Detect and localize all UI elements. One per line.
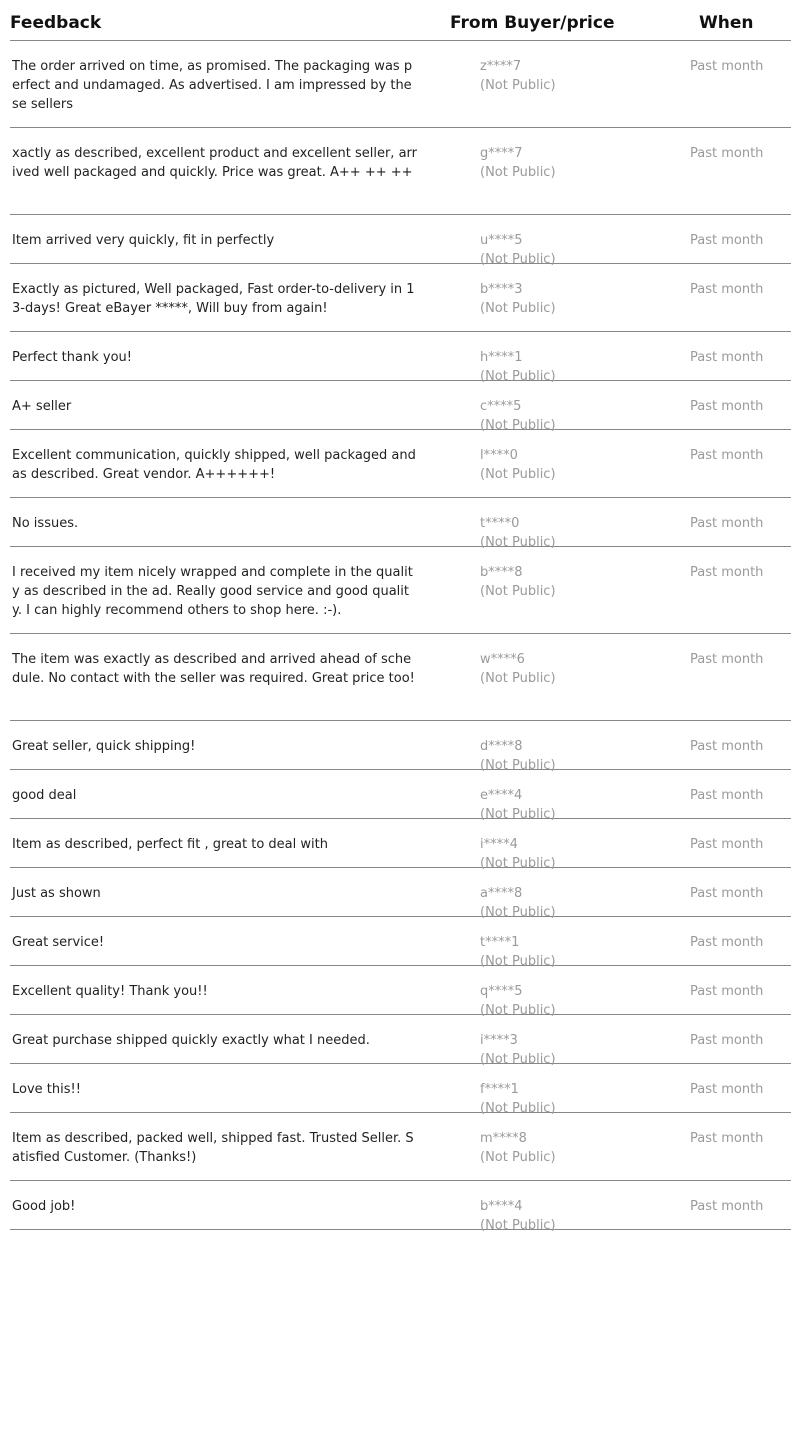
table-row bbox=[10, 498, 791, 550]
price-not-public: (Not Public) bbox=[480, 671, 556, 686]
price-not-public: (Not Public) bbox=[480, 1218, 556, 1233]
when-text: Past month bbox=[690, 739, 764, 754]
when-text: Past month bbox=[690, 935, 764, 950]
price-not-public: (Not Public) bbox=[480, 856, 556, 871]
when-text: Past month bbox=[690, 350, 764, 365]
feedback-text: Good job! bbox=[12, 1199, 76, 1214]
buyer-id: h****1 bbox=[480, 350, 523, 365]
when-text: Past month bbox=[690, 282, 764, 297]
when-text: Past month bbox=[690, 399, 764, 414]
table-row bbox=[10, 1113, 791, 1181]
when-text: Past month bbox=[690, 565, 764, 580]
buyer-id: z****7 bbox=[480, 59, 522, 74]
price-not-public: (Not Public) bbox=[480, 535, 556, 550]
price-not-public: (Not Public) bbox=[480, 954, 556, 969]
buyer-cell bbox=[480, 1197, 556, 1235]
table-row bbox=[10, 721, 791, 773]
feedback-text: Perfect thank you! bbox=[12, 350, 132, 365]
buyer-id: b****4 bbox=[480, 1199, 523, 1214]
buyer-cell bbox=[480, 650, 556, 688]
feedback-text: Excellent quality! Thank you!! bbox=[12, 984, 208, 999]
feedback-text: Excellent communication, quickly shipped, well packaged and as described. Great vendor. A++++++! bbox=[12, 448, 416, 482]
when-text: Past month bbox=[690, 1131, 764, 1146]
buyer-id: i****4 bbox=[480, 837, 518, 852]
price-not-public: (Not Public) bbox=[480, 1003, 556, 1018]
buyer-id: t****1 bbox=[480, 935, 520, 950]
table-row bbox=[10, 770, 791, 822]
price-not-public: (Not Public) bbox=[480, 467, 556, 482]
price-not-public: (Not Public) bbox=[480, 418, 556, 433]
table-row bbox=[10, 966, 791, 1018]
feedback-text: Just as shown bbox=[12, 886, 101, 901]
table-row bbox=[10, 430, 791, 498]
table-row bbox=[10, 332, 791, 384]
feedback-text: Great purchase shipped quickly exactly what I needed. bbox=[12, 1033, 370, 1048]
buyer-cell bbox=[480, 280, 556, 318]
buyer-id: b****3 bbox=[480, 282, 523, 297]
when-text: Past month bbox=[690, 1199, 764, 1214]
feedback-text: The order arrived on time, as promised. The packaging was perfect and undamaged. As advertised. I am impressed by these sellers bbox=[12, 59, 413, 112]
buyer-id: i****3 bbox=[480, 1033, 518, 1048]
price-not-public: (Not Public) bbox=[480, 369, 556, 384]
buyer-id: m****8 bbox=[480, 1131, 527, 1146]
feedback-text: Love this!! bbox=[12, 1082, 81, 1097]
buyer-cell bbox=[480, 144, 556, 182]
table-row bbox=[10, 1064, 791, 1116]
feedback-text: A+ seller bbox=[12, 399, 72, 414]
header-buyer-price: From Buyer/price bbox=[450, 13, 615, 33]
price-not-public: (Not Public) bbox=[480, 905, 556, 920]
when-text: Past month bbox=[690, 448, 764, 463]
when-text: Past month bbox=[690, 837, 764, 852]
buyer-id: t****0 bbox=[480, 516, 520, 531]
price-not-public: (Not Public) bbox=[480, 165, 556, 180]
when-text: Past month bbox=[690, 1082, 764, 1097]
feedback-text: No issues. bbox=[12, 516, 79, 531]
buyer-id: c****5 bbox=[480, 399, 522, 414]
when-text: Past month bbox=[690, 59, 764, 74]
table-row bbox=[10, 128, 791, 215]
feedback-text: Item arrived very quickly, fit in perfectly bbox=[12, 233, 275, 248]
price-not-public: (Not Public) bbox=[480, 584, 556, 599]
table-header bbox=[10, 0, 791, 41]
feedback-text: I received my item nicely wrapped and complete in the quality as described in the ad. Really good service and good quality. I can highly recommend others to shop here. :-). bbox=[12, 565, 413, 618]
table-row bbox=[10, 634, 791, 721]
when-text: Past month bbox=[690, 146, 764, 161]
price-not-public: (Not Public) bbox=[480, 758, 556, 773]
table-row bbox=[10, 381, 791, 433]
buyer-cell bbox=[480, 57, 556, 95]
table-row bbox=[10, 868, 791, 920]
buyer-id: a****8 bbox=[480, 886, 523, 901]
table-row bbox=[10, 1015, 791, 1067]
buyer-id: b****8 bbox=[480, 565, 523, 580]
buyer-id: w****6 bbox=[480, 652, 525, 667]
feedback-text: Item as described, packed well, shipped fast. Trusted Seller. Satisfied Customer. (Thanks!) bbox=[12, 1131, 414, 1165]
table-row bbox=[10, 1181, 791, 1233]
header-feedback: Feedback bbox=[10, 13, 102, 33]
table-row bbox=[10, 215, 791, 267]
buyer-cell bbox=[480, 1129, 556, 1167]
feedback-text: Great service! bbox=[12, 935, 105, 950]
price-not-public: (Not Public) bbox=[480, 807, 556, 822]
feedback-text: The item was exactly as described and arrived ahead of schedule. No contact with the seller was required. Great price too! bbox=[12, 652, 415, 686]
when-text: Past month bbox=[690, 788, 764, 803]
header-when: When bbox=[699, 13, 754, 33]
table-row bbox=[10, 41, 791, 128]
buyer-id: g****7 bbox=[480, 146, 523, 161]
feedback-text: Item as described, perfect fit , great to deal with bbox=[12, 837, 328, 852]
buyer-id: e****4 bbox=[480, 788, 523, 803]
feedback-text: good deal bbox=[12, 788, 77, 803]
buyer-cell bbox=[480, 563, 556, 601]
feedback-table bbox=[10, 0, 791, 1233]
when-text: Past month bbox=[690, 652, 764, 667]
price-not-public: (Not Public) bbox=[480, 1052, 556, 1067]
price-not-public: (Not Public) bbox=[480, 252, 556, 267]
feedback-text: Exactly as pictured, Well packaged, Fast order-to-delivery in 13-days! Great eBayer *****, Will buy from again! bbox=[12, 282, 415, 316]
table-row bbox=[10, 819, 791, 871]
table-row bbox=[10, 264, 791, 332]
buyer-id: f****1 bbox=[480, 1082, 519, 1097]
buyer-id: l****0 bbox=[480, 448, 518, 463]
price-not-public: (Not Public) bbox=[480, 78, 556, 93]
feedback-text: Great seller, quick shipping! bbox=[12, 739, 196, 754]
when-text: Past month bbox=[690, 516, 764, 531]
table-row bbox=[10, 547, 791, 634]
buyer-id: u****5 bbox=[480, 233, 523, 248]
when-text: Past month bbox=[690, 1033, 764, 1048]
buyer-id: q****5 bbox=[480, 984, 523, 999]
price-not-public: (Not Public) bbox=[480, 1101, 556, 1116]
price-not-public: (Not Public) bbox=[480, 1150, 556, 1165]
price-not-public: (Not Public) bbox=[480, 301, 556, 316]
when-text: Past month bbox=[690, 984, 764, 999]
feedback-text: xactly as described, excellent product and excellent seller, arrived well packaged and quickly. Price was great. A++ ++ ++ bbox=[12, 146, 417, 180]
buyer-cell bbox=[480, 446, 556, 484]
table-row bbox=[10, 917, 791, 969]
when-text: Past month bbox=[690, 233, 764, 248]
when-text: Past month bbox=[690, 886, 764, 901]
buyer-id: d****8 bbox=[480, 739, 523, 754]
